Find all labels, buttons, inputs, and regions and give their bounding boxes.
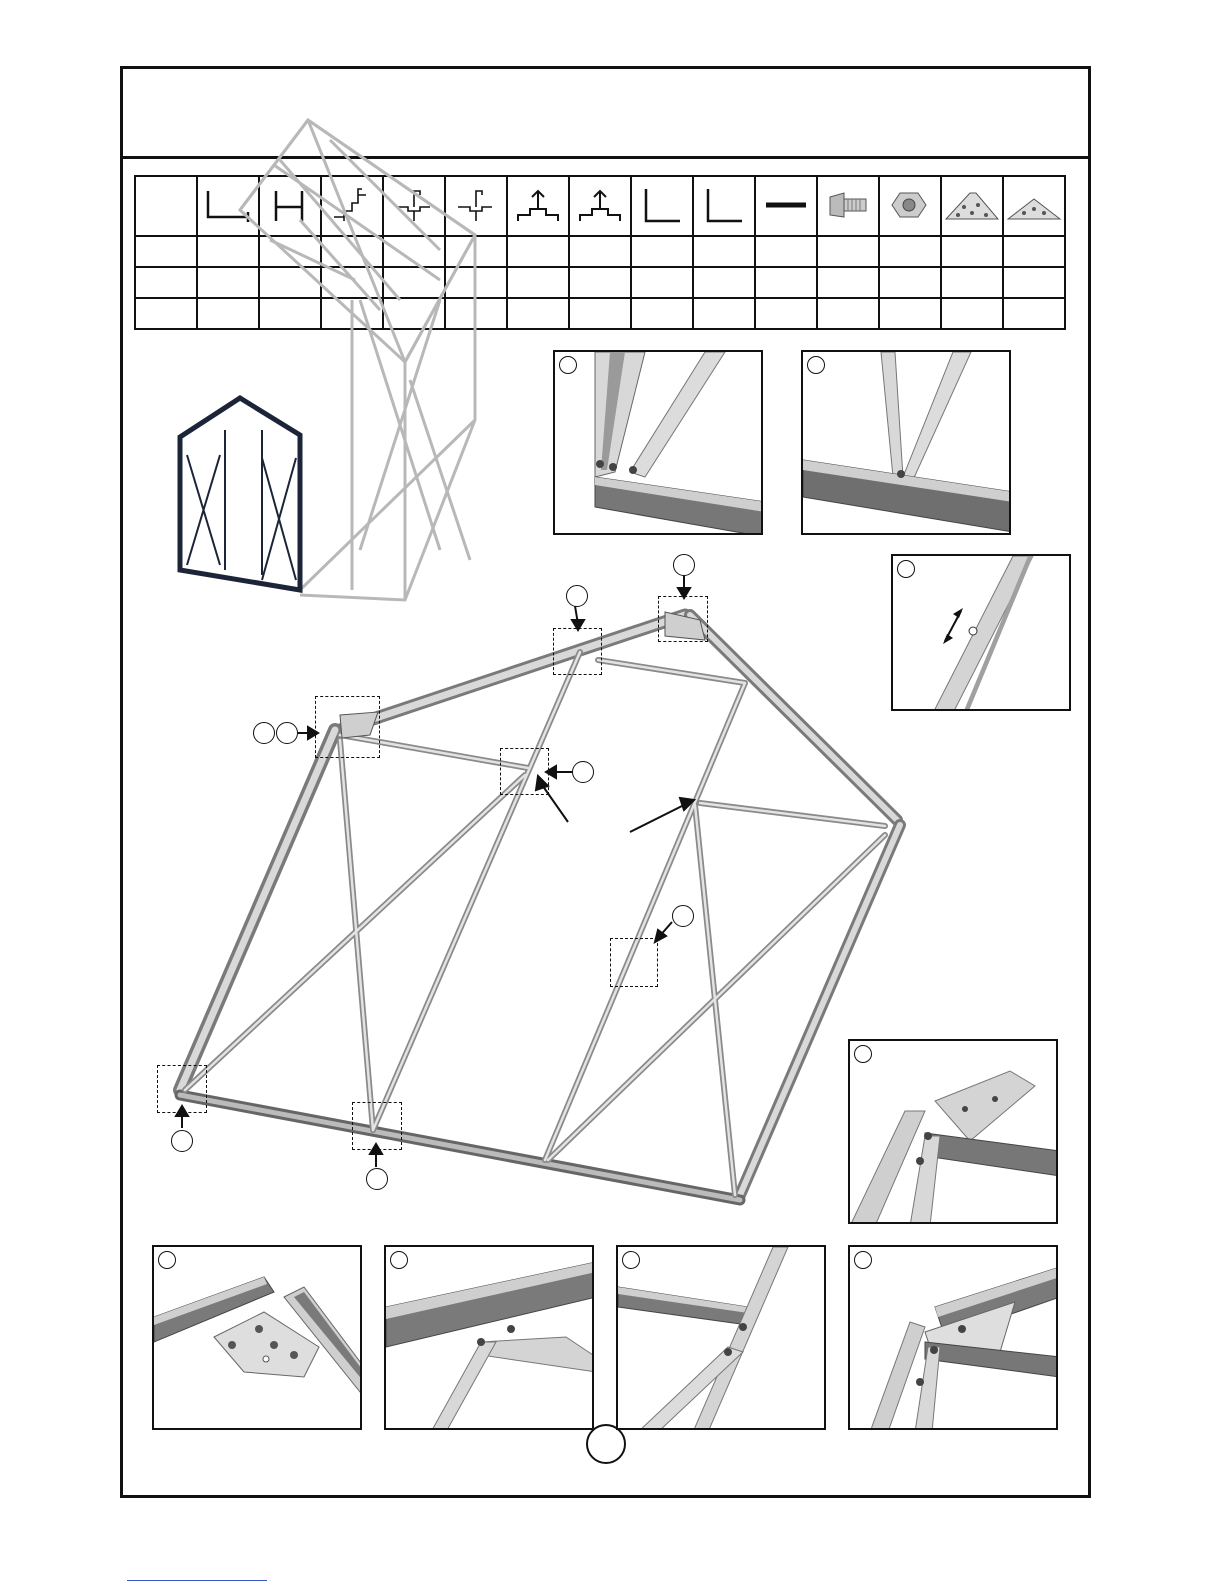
gusset-plate-icon-1 — [941, 176, 1003, 236]
parts-cell — [693, 298, 755, 329]
parts-cell — [569, 236, 631, 267]
eave-profile-icon-1 — [321, 176, 383, 236]
h-profile-icon — [259, 176, 321, 236]
callout-bubble — [276, 722, 298, 744]
parts-cell — [879, 267, 941, 298]
parts-cell — [631, 298, 693, 329]
parts-cell — [879, 236, 941, 267]
parts-cell — [569, 298, 631, 329]
parts-cell — [1003, 298, 1065, 329]
detail-badge — [854, 1045, 872, 1063]
detail-panel-eave-gusset — [848, 1245, 1058, 1430]
parts-cell — [135, 267, 197, 298]
detail-marker-box — [157, 1065, 207, 1113]
eave-profile-icon-3 — [445, 176, 507, 236]
ridge-profile-icon-1 — [507, 176, 569, 236]
angle-profile-icon-2 — [693, 176, 755, 236]
detail-badge — [807, 356, 825, 374]
parts-cell — [445, 267, 507, 298]
parts-cell — [1003, 236, 1065, 267]
callout-bubble — [672, 905, 694, 927]
parts-cell — [817, 267, 879, 298]
callout-bubble — [566, 585, 588, 607]
detail-marker-box — [553, 628, 602, 675]
header-band — [123, 69, 1088, 159]
parts-table — [134, 175, 1066, 330]
parts-cell — [755, 267, 817, 298]
parts-cell — [321, 236, 383, 267]
l-profile-short-icon — [197, 176, 259, 236]
detail-panel-ridge-left — [553, 350, 763, 535]
detail-panel-sliding-bolt — [891, 554, 1071, 711]
parts-cell — [259, 236, 321, 267]
parts-cell — [693, 267, 755, 298]
parts-cell — [1003, 267, 1065, 298]
parts-cell — [631, 267, 693, 298]
flat-bar-icon — [755, 176, 817, 236]
parts-corner-cell — [135, 176, 197, 236]
parts-cell — [197, 298, 259, 329]
parts-cell — [197, 267, 259, 298]
detail-panel-cross-brace — [616, 1245, 826, 1430]
parts-cell — [941, 236, 1003, 267]
detail-marker-box — [658, 596, 708, 642]
angle-profile-icon-1 — [631, 176, 693, 236]
bolt-icon — [817, 176, 879, 236]
detail-panel-eave-mid — [801, 350, 1011, 535]
detail-panel-apex-gusset — [152, 1245, 362, 1430]
parts-cell — [631, 236, 693, 267]
parts-cell — [135, 236, 197, 267]
parts-cell — [507, 267, 569, 298]
callout-bubble — [253, 722, 275, 744]
parts-cell — [321, 267, 383, 298]
detail-marker-box — [500, 748, 549, 795]
callout-bubble — [673, 554, 695, 576]
detail-badge — [897, 560, 915, 578]
parts-cell — [507, 298, 569, 329]
detail-panel-gusset-corner — [848, 1039, 1058, 1224]
parts-cell — [259, 267, 321, 298]
callout-bubble — [572, 761, 594, 783]
parts-cell — [693, 236, 755, 267]
parts-cell — [445, 236, 507, 267]
detail-badge — [622, 1251, 640, 1269]
detail-marker-box — [610, 938, 658, 987]
parts-cell — [817, 298, 879, 329]
parts-cell — [445, 298, 507, 329]
parts-cell — [569, 267, 631, 298]
parts-cell — [259, 298, 321, 329]
parts-cell — [817, 236, 879, 267]
page-number — [586, 1424, 626, 1464]
detail-marker-box — [352, 1102, 402, 1150]
ridge-profile-icon-2 — [569, 176, 631, 236]
detail-badge — [559, 356, 577, 374]
detail-badge — [854, 1251, 872, 1269]
detail-panel-roof-bar — [384, 1245, 594, 1430]
callout-bubble — [366, 1168, 388, 1190]
footer-link-underline[interactable] — [127, 1580, 267, 1581]
parts-cell — [879, 298, 941, 329]
parts-cell — [941, 298, 1003, 329]
callout-bubble — [171, 1130, 193, 1152]
parts-cell — [755, 236, 817, 267]
detail-badge — [390, 1251, 408, 1269]
gusset-plate-icon-2 — [1003, 176, 1065, 236]
detail-marker-box — [315, 696, 380, 758]
parts-cell — [383, 236, 445, 267]
parts-cell — [135, 298, 197, 329]
nut-icon — [879, 176, 941, 236]
detail-badge — [158, 1251, 176, 1269]
parts-cell — [941, 267, 1003, 298]
parts-cell — [507, 236, 569, 267]
parts-cell — [197, 236, 259, 267]
parts-cell — [755, 298, 817, 329]
eave-profile-icon-2 — [383, 176, 445, 236]
parts-cell — [383, 267, 445, 298]
parts-cell — [321, 298, 383, 329]
parts-cell — [383, 298, 445, 329]
